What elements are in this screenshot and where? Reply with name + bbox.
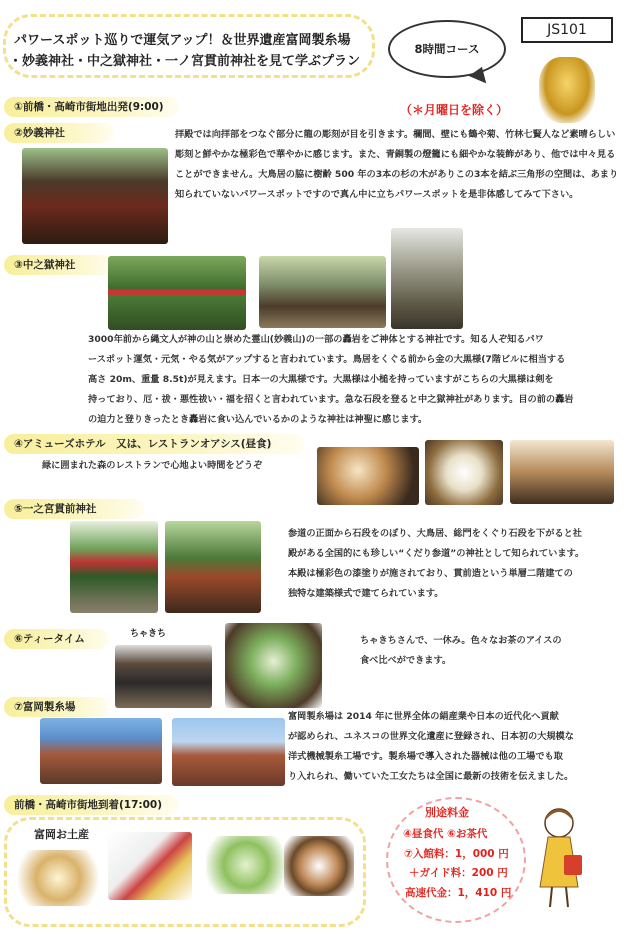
stop-2-myogi: ②妙義神社 [4, 123, 114, 143]
plan-code: JS101 [521, 17, 613, 43]
nakanotake-torii-photo [108, 256, 246, 330]
stop-7-tomioka: ⑦富岡製糸場 [4, 697, 109, 717]
fees-line-3: ＋ガイド料：200 円 [409, 867, 508, 879]
ichinomiya-text-2: 殿がある全国的にも珍しい“くだり参道”の神社として知られています。 [288, 548, 585, 559]
guide-girl-illustration [528, 803, 590, 915]
fees-line-1: ④昼食代 ⑥お茶代 [403, 828, 488, 840]
tea-text-1: ちゃきちさんで、一休み。色々なお茶のアイスの [360, 635, 562, 646]
ichinomiya-description [288, 524, 623, 604]
myogi-description [175, 125, 625, 205]
tea-text-2: 食べ比べができます。 [360, 655, 452, 666]
daikoku-statue-image [539, 57, 595, 123]
ichinomiya-shrine-photo [165, 521, 261, 613]
ichinomiya-text-4: 独特な建築様式で建てられています。 [288, 588, 444, 599]
ichinomiya-torii-photo [70, 521, 158, 613]
plan-title-line1: パワースポット巡りで運気アップ！＆世界遺産富岡製糸場 [14, 33, 351, 48]
stop-8-arrival: 前橋・高崎市街地到着(17:00) [4, 795, 179, 815]
nakanotake-text-2: ースポット運気・元気・やる気がアップすると言われています。鳥居をくぐる前から金の大黒様(7階ビルに相当する [88, 354, 566, 365]
restaurant-interior-photo [510, 440, 614, 504]
stop-6-teatime: ⑥ティータイム [4, 629, 109, 649]
silk-mill-building-photo [172, 718, 285, 786]
lunch-bento-photo [317, 447, 419, 505]
souvenir-pastry-photo [284, 836, 354, 896]
souvenir-sweets-photo [18, 850, 98, 906]
ichinomiya-text-3: 本殿は極彩色の漆塗りが施されており、貫前造という単層二階建ての [288, 568, 573, 579]
todoroki-rock-photo [391, 228, 463, 329]
closed-day-note: （＊月曜日を除く） [400, 103, 509, 117]
nakanotake-text-5: の迫力と登りきったとき轟岩に食い込んでいるかのような神社は神聖に感じます。 [88, 414, 428, 425]
souvenir-green-sweets-photo [206, 836, 286, 894]
nakanotake-text-3: 高さ 20m、重量 8.5t)が見えます。日本一の大黒様です。大黒様は小槌を持っていますがこちらの大黒様は剣を [88, 374, 554, 385]
myogi-text-1: 拝殿では向拝部をつなぐ部分に龍の彫刻が目を引きます。欄間、壁にも鶴や菊、竹林七賢人など素晴らしい [175, 129, 616, 140]
stop-1-departure: ①前橋・高崎市街地出発(9:00) [4, 97, 179, 117]
souvenir-box-photo [108, 832, 192, 900]
souvenir-label: 富岡お土産 [34, 828, 89, 841]
myogi-text-3: ことができません。大鳥居の脇に樹齢 500 年の3本の杉の木がありこの3本を結ぶ三角形の空間は、あまり [175, 169, 619, 180]
nakanotake-description [88, 330, 628, 430]
tea-shop-label: ちゃきち [130, 629, 167, 639]
stop-3-nakanotake: ③中之獄神社 [4, 255, 114, 275]
stop-4-lunch: ④アミューズホテル 又は、レストランオアシス(昼食) [4, 434, 304, 454]
course-duration-bubble: 8時間コース [388, 20, 506, 78]
fees-title: 別途料金 [425, 806, 469, 819]
fees-line-2: ⑦入館料：1，000 円 [404, 848, 509, 860]
myogi-text-2: 彫刻と鮮やかな極彩色で華やかに感じます。また、青銅製の燈籠にも細やかな装飾があり、他では中々見る [175, 149, 616, 160]
stop-5-ichinomiya: ⑤一之宮貫前神社 [4, 499, 144, 519]
lunch-hamburg-photo [425, 440, 503, 505]
myogi-shrine-photo [22, 148, 168, 244]
tea-ice-cream-photo [225, 623, 322, 708]
nakanotake-text-1: 3000年前から縄文人が神の山と崇めた霊山(妙義山)の一部の轟岩をご神体とする神社です。知る人ぞ知るパワ [88, 334, 544, 345]
nakanotake-text-4: 持っており、厄・祓・悪性祓い・福を招くと言われています。急な石段を登ると中之獄神社があります。目の前の轟岩 [88, 394, 574, 405]
tomioka-text-1: 富岡製糸場は 2014 年に世界全体の絹産業や日本の近代化へ貢献 [288, 711, 559, 722]
plan-title-line2: ・妙義神社・中之獄神社・一ノ宮貫前神社を見て学ぶプラン [9, 54, 361, 69]
tomioka-text-4: り入れられ、働いていた工女たちは全国に最新の技術を伝えました。 [288, 771, 574, 782]
tea-description [360, 631, 620, 671]
tomioka-text-3: 洋式機械製糸工場です。製糸場で導入された器械は他の工場でも取 [288, 751, 563, 762]
myogi-text-4: 知られていないパワースポットですので真ん中に立ちパワースポットを是非体感してみて下さい。 [175, 189, 579, 200]
nakanotake-shrine-photo [259, 256, 386, 328]
ichinomiya-text-1: 参道の正面から石段をのぼり、大鳥居、総門をくぐり石段を下がると社 [288, 528, 582, 539]
tomioka-description [288, 707, 623, 787]
fees-line-4: 高速代金：1，410 円 [405, 887, 512, 899]
lunch-description: 緑に囲まれた森のレストランで心地よい時間をどうぞ [42, 460, 263, 471]
tomioka-text-2: が認められ、ユネスコの世界文化遺産に登録され、日本初の大規模な [288, 731, 574, 742]
chakichi-shop-photo [115, 645, 212, 708]
silk-mill-interior-photo [40, 718, 162, 784]
